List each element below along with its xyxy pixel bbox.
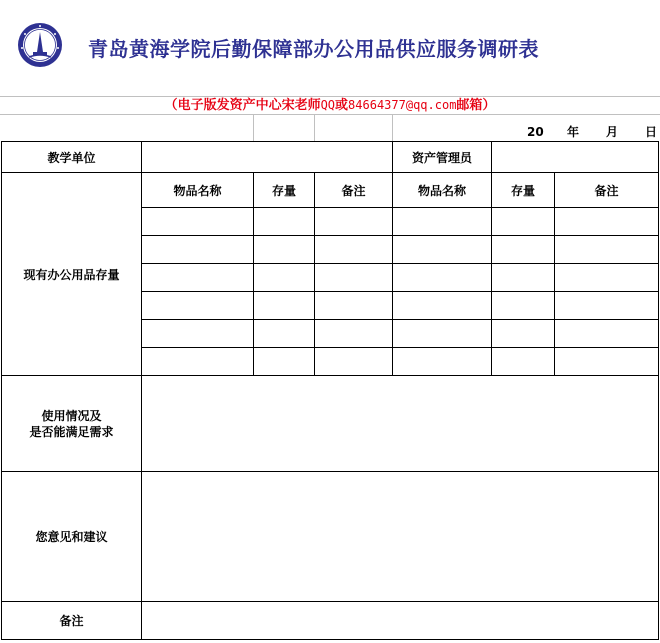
table-cell[interactable]	[393, 320, 492, 348]
column-header-item-name-2: 物品名称	[393, 173, 492, 208]
date-day-label: 日	[645, 125, 658, 139]
table-cell[interactable]	[315, 348, 393, 376]
table-cell[interactable]	[555, 292, 659, 320]
column-header-remarks: 备注	[315, 173, 393, 208]
table-cell[interactable]	[315, 320, 393, 348]
table-cell[interactable]	[315, 208, 393, 236]
date-row	[0, 114, 660, 141]
notice-middle: 或	[335, 98, 349, 113]
table-cell[interactable]	[492, 236, 555, 264]
table-cell[interactable]	[555, 236, 659, 264]
dept-label: 教学单位	[2, 142, 142, 173]
table-cell[interactable]	[393, 264, 492, 292]
table-cell[interactable]	[555, 208, 659, 236]
table-cell[interactable]	[254, 348, 315, 376]
feedback-input[interactable]	[142, 472, 659, 602]
school-seal-icon	[17, 22, 63, 68]
table-cell[interactable]	[254, 208, 315, 236]
remarks-row	[2, 602, 659, 640]
table-cell[interactable]	[492, 348, 555, 376]
inventory-label: 现有办公用品存量	[2, 173, 142, 376]
table-cell[interactable]	[492, 320, 555, 348]
remarks-label: 备注	[2, 602, 142, 640]
usage-row	[2, 376, 659, 472]
table-cell[interactable]	[142, 264, 254, 292]
column-header-quantity-2: 存量	[492, 173, 555, 208]
table-cell[interactable]	[492, 208, 555, 236]
usage-input[interactable]	[142, 376, 659, 472]
notice-open-paren: （	[164, 98, 178, 113]
column-header-quantity: 存量	[254, 173, 315, 208]
notice-email: 84664377@qq.com	[348, 98, 457, 112]
table-cell[interactable]	[393, 208, 492, 236]
usage-label-line2: 是否能满足需求	[29, 424, 114, 439]
notice-suffix: 邮箱	[456, 98, 483, 113]
usage-label	[2, 376, 142, 472]
notice-qq: QQ	[320, 98, 336, 112]
table-cell[interactable]	[315, 236, 393, 264]
table-cell[interactable]	[555, 264, 659, 292]
table-cell[interactable]	[555, 320, 659, 348]
notice-close-paren: ）	[482, 98, 496, 113]
table-cell[interactable]	[254, 320, 315, 348]
table-cell[interactable]	[142, 348, 254, 376]
date-month-label: 月	[606, 125, 619, 139]
table-cell[interactable]	[142, 292, 254, 320]
table-cell[interactable]	[142, 208, 254, 236]
dept-input[interactable]	[142, 142, 393, 173]
table-cell[interactable]	[555, 348, 659, 376]
table-cell[interactable]	[254, 292, 315, 320]
feedback-label: 您意见和建议	[2, 472, 142, 602]
column-header-item-name: 物品名称	[142, 173, 254, 208]
table-cell[interactable]	[254, 264, 315, 292]
notice-prefix: 电子版发资产中心宋老师	[177, 98, 321, 113]
manager-label: 资产管理员	[393, 142, 492, 173]
column-header-remarks-2: 备注	[555, 173, 659, 208]
document-header	[0, 0, 660, 96]
date-year-label: 年	[567, 125, 580, 139]
date-year-prefix[interactable]: 20	[527, 125, 544, 139]
table-cell[interactable]	[393, 292, 492, 320]
manager-input[interactable]	[492, 142, 659, 173]
submission-notice	[0, 96, 660, 114]
table-cell[interactable]	[142, 236, 254, 264]
table-cell[interactable]	[254, 236, 315, 264]
survey-form-table	[1, 141, 659, 640]
dept-row	[2, 142, 659, 173]
usage-label-line1: 使用情况及	[41, 408, 102, 423]
table-cell[interactable]	[492, 264, 555, 292]
feedback-row	[2, 472, 659, 602]
table-cell[interactable]	[315, 292, 393, 320]
table-cell[interactable]	[315, 264, 393, 292]
remarks-input[interactable]	[142, 602, 659, 640]
document-title: 青岛黄海学院后勤保障部办公用品供应服务调研表	[88, 37, 539, 61]
inventory-header-row	[2, 173, 659, 208]
table-cell[interactable]	[393, 348, 492, 376]
table-cell[interactable]	[393, 236, 492, 264]
table-cell[interactable]	[492, 292, 555, 320]
table-cell[interactable]	[142, 320, 254, 348]
